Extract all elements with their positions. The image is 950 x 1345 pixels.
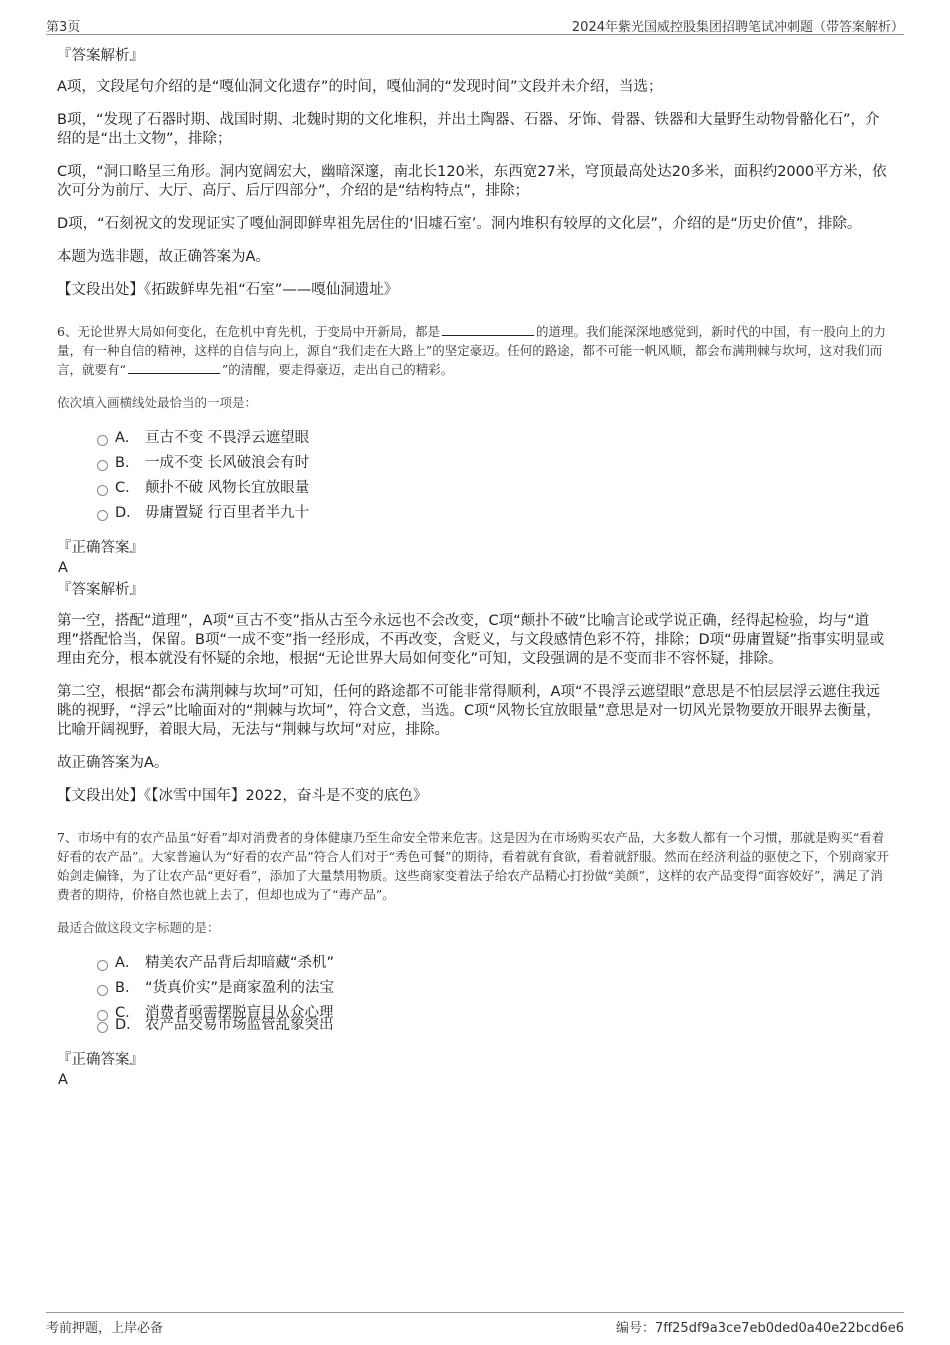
page-header [46,14,904,35]
radio-icon[interactable] [97,485,108,496]
analysis-paragraph: C项，“洞口略呈三角形。洞内宽阔宏大，幽暗深邃，南北长120米，东西宽27米，穹顶最高处达20多米，面积约2000平方米，依次可分为前厅、大厅、高厅、后厅四部分”，介绍的是“结构特点”，排除； [57,164,887,199]
analysis-paragraph: 第二空，根据“都会布满荆棘与坎坷”可知，任何的路途都不可能非常得顺利，A项“不畏浮云遮望眼”意思是不怕层层浮云遮住我远眺的视野，“浮云”比喻面对的“荆棘与坎坷”，符合文意，当选。C项“风物长宜放眼量”意思是对一切风光景物要放开眼界去衡量，比喻开阔视野，着眼大局，无法与“荆棘与坎坷”对应，排除。 [57,684,881,738]
option-a[interactable]: A． 精美农产品背后却暗藏“杀机” [97,951,893,976]
option-b[interactable]: B． “货真价实”是商家盈利的法宝 [97,976,893,1001]
radio-icon[interactable] [97,1022,108,1033]
question-6-prompt: 依次填入画横线处最恰当的一项是： [57,395,258,410]
option-c[interactable]: C． 消费者亟需摆脱盲目从众心理 [97,1001,893,1013]
document-title: 2024年紫光国威控股集团招聘笔试冲刺题（带答案解析） [571,20,904,35]
fill-blank [128,361,220,374]
question-6-options [97,426,893,526]
correct-answer: A [58,1072,68,1088]
question-7-options [97,951,893,1038]
conclusion-paragraph: 本题为选非题，故正确答案为A。 [57,249,270,265]
analysis-paragraph: 第一空，搭配“道理”，A项“亘古不变”指从古至今永远也不会改变，C项“颠扑不破”比喻言论或学说正确，经得起检验，均与“道理”搭配恰当，保留。B项“一成不变”指一经形成，不再改变，含贬义，与文段感情色彩不符，排除；D项“毋庸置疑”指事实明显或理由充分，根本就没有怀疑的余地，根据“无论世界大局如何变化”可知，文段强调的是不变而非不容怀疑，排除。 [57,613,885,667]
page-content [57,46,893,1092]
radio-icon[interactable] [97,960,108,971]
option-d[interactable]: D． 农产品交易市场监管乱象突出 [97,1013,893,1038]
analysis-paragraph: A项，文段尾句介绍的是“嘎仙洞文化遗存”的时间，嘎仙洞的“发现时间”文段并未介绍，当选； [57,79,663,95]
answer-tag: 『正确答案』 [57,540,144,556]
fill-blank [442,323,534,336]
radio-icon[interactable] [97,985,108,996]
question-6-text: 6、无论世界大局如何变化，在危机中育先机，于变局中开新局，都是 的道理。我们能深深地感觉到，新时代的中国，有一股向上的力量，有一种自信的精神，这样的自信与向上，源自“我们走在大路上”的坚定豪迈。任何的路途，都不可能一帆风顺，都会布满荆棘与坎坷，这对我们而言，就要有“ ”的清醒，要走得豪迈，走出自己的精彩。 [57,324,886,377]
option-d[interactable]: D． 毋庸置疑 行百里者半九十 [97,501,893,526]
analysis-tag: 『答案解析』 [57,582,144,598]
radio-icon[interactable] [97,460,108,471]
page-footer [46,1312,904,1335]
conclusion-paragraph: 故正确答案为A。 [57,755,169,771]
analysis-paragraph: D项，“石刻祝文的发现证实了嘎仙洞即鲜卑祖先居住的‘旧墟石室’。洞内堆积有较厚的文化层”，介绍的是“历史价值”，排除。 [57,216,862,232]
analysis-paragraph: B项，“发现了石器时期、战国时期、北魏时期的文化堆积，并出土陶器、石器、牙饰、骨器、铁器和大量野生动物骨骼化石”，介绍的是“出土文物”，排除； [57,112,880,147]
question-7-prompt: 最适合做这段文字标题的是： [57,920,220,935]
source-paragraph: 【文段出处】《【冰雪中国年】2022，奋斗是不变的底色》 [57,788,428,804]
option-a[interactable]: A． 亘古不变 不畏浮云遮望眼 [97,426,893,451]
page-number: 第3页 [46,20,81,35]
question-7-text: 7、市场中有的农产品虽“好看”却对消费者的身体健康乃至生命安全带来危害。这是因为在市场购买农产品，大多数人都有一个习惯，那就是购买“看着好看的农产品”。大家普遍认为“好看的农产品”符合人们对于“秀色可餐”的期待，看着就有食欲，看着就舒服。然而在经济利益的驱使之下，个别商家开始剑走偏锋，为了让农产品“更好看”，添加了大量禁用物质。这些商家变着法子给农产品精心打扮做“美颜”，这样的农产品变得“面容姣好”，满足了消费者的期待，价格自然也就上去了，但却也成为了“毒产品”。 [57,830,889,902]
document-serial: 编号：7ff25df9a3ce7eb0ded0a40e22bcd6e6 [615,1321,904,1336]
analysis-tag: 『答案解析』 [57,48,144,64]
option-c[interactable]: C． 颠扑不破 风物长宜放眼量 [97,476,893,501]
option-b[interactable]: B． 一成不变 长风破浪会有时 [97,451,893,476]
source-paragraph: 【文段出处】《拓跋鲜卑先祖“石室”——嘎仙洞遗址》 [57,282,399,298]
radio-icon[interactable] [97,510,108,521]
footer-slogan: 考前押题，上岸必备 [46,1321,164,1336]
correct-answer: A [58,560,68,576]
answer-tag: 『正确答案』 [57,1052,144,1068]
radio-icon[interactable] [97,435,108,446]
